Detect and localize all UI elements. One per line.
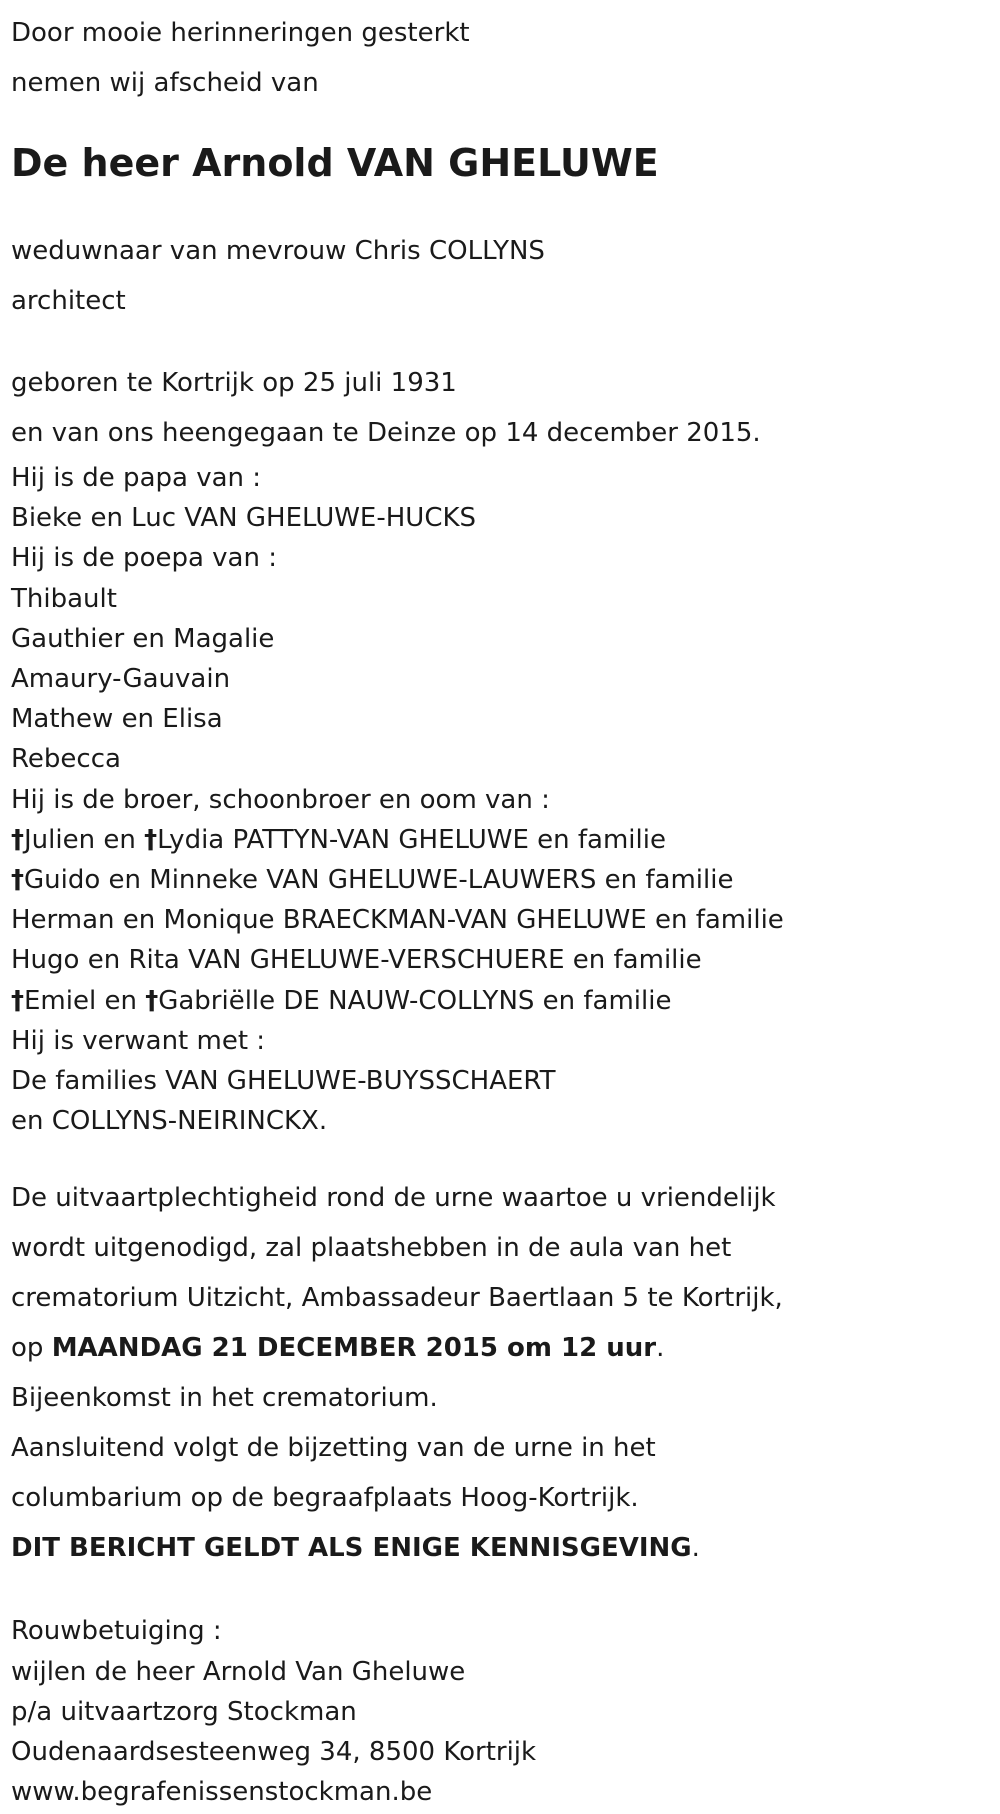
condolence-address-line: wijlen de heer Arnold Van Gheluwe — [11, 1656, 466, 1687]
cross-icon: † — [11, 824, 24, 855]
ceremony-line: columbarium op de begraafplaats Hoog-Kortrijk. — [11, 1483, 639, 1514]
intro-line-1: Door mooie herinneringen gesterkt — [11, 18, 470, 48]
ceremony-line: De uitvaartplechtigheid rond de urne waartoe u vriendelijk — [11, 1183, 776, 1214]
ceremony-line: Bijeenkomst in het crematorium. — [11, 1383, 438, 1414]
grandchild-entry: Amaury-Gauvain — [11, 664, 231, 695]
condolence-intro: Rouwbetuiging : — [11, 1616, 222, 1647]
ceremony-line: Aansluitend volgt de bijzetting van de urne in het — [11, 1433, 656, 1464]
condolence-section — [11, 1611, 1000, 1812]
condolence-address-line: p/a uitvaartzorg Stockman — [11, 1696, 357, 1727]
condolence-address-line: Oudenaardsesteenweg 34, 8500 Kortrijk — [11, 1737, 537, 1768]
ceremony-section — [11, 1173, 1000, 1573]
relation-text: weduwnaar van mevrouw Chris COLLYNS — [11, 236, 545, 266]
grandchild-entry: Gauthier en Magalie — [11, 623, 275, 654]
related-intro: Hij is verwant met : — [11, 1025, 266, 1056]
notice-text: DIT BERICHT GELDT ALS ENIGE KENNISGEVING — [11, 1533, 692, 1564]
ceremony-line: crematorium Uitzicht, Ambassadeur Baertlaan 5 te Kortrijk, — [11, 1283, 783, 1314]
grandchild-entry: Mathew en Elisa — [11, 704, 223, 735]
cross-icon: † — [11, 985, 24, 1016]
cross-icon: † — [144, 824, 158, 855]
grandchild-entry: Rebecca — [11, 744, 121, 775]
cross-icon: † — [11, 865, 24, 896]
family-section — [11, 458, 1000, 1141]
siblings-intro: Hij is de broer, schoonbroer en oom van : — [11, 784, 550, 815]
sibling-entry: Hugo en Rita VAN GHELUWE-VERSCHUERE en familie — [11, 945, 702, 976]
profession-text: architect — [11, 286, 126, 316]
notice-line: DIT BERICHT GELDT ALS ENIGE KENNISGEVING. — [11, 1533, 700, 1564]
child-entry: Bieke en Luc VAN GHELUWE-HUCKS — [11, 503, 477, 534]
sibling-entry: †Emiel en †Gabriëlle DE NAUW-COLLYNS en familie — [11, 985, 672, 1016]
birth-text: geboren te Kortrijk op 25 juli 1931 — [11, 368, 457, 398]
related-entry: en COLLYNS-NEIRINCKX. — [11, 1106, 328, 1137]
sibling-entry: †Julien en †Lydia PATTYN-VAN GHELUWE en familie — [11, 824, 666, 855]
cross-icon: † — [145, 985, 159, 1016]
ceremony-date-line: op MAANDAG 21 DECEMBER 2015 om 12 uur. — [11, 1333, 665, 1364]
intro-line-2: nemen wij afscheid van — [11, 68, 319, 98]
ceremony-line: wordt uitgenodigd, zal plaatshebben in de aula van het — [11, 1233, 732, 1264]
website-link[interactable]: www.begrafenissenstockman.be — [11, 1777, 433, 1808]
ceremony-date: MAANDAG 21 DECEMBER 2015 om 12 uur — [51, 1333, 657, 1364]
related-entry: De families VAN GHELUWE-BUYSSCHAERT — [11, 1066, 556, 1097]
grandchildren-intro: Hij is de poepa van : — [11, 543, 277, 574]
sibling-entry: Herman en Monique BRAECKMAN-VAN GHELUWE en familie — [11, 905, 784, 936]
children-intro: Hij is de papa van : — [11, 463, 262, 493]
death-text: en van ons heengegaan te Deinze op 14 december 2015. — [11, 418, 761, 448]
grandchild-entry: Thibault — [11, 583, 117, 614]
sibling-entry: †Guido en Minneke VAN GHELUWE-LAUWERS en familie — [11, 865, 734, 896]
deceased-name-heading: De heer Arnold VAN GHELUWE — [11, 141, 659, 185]
